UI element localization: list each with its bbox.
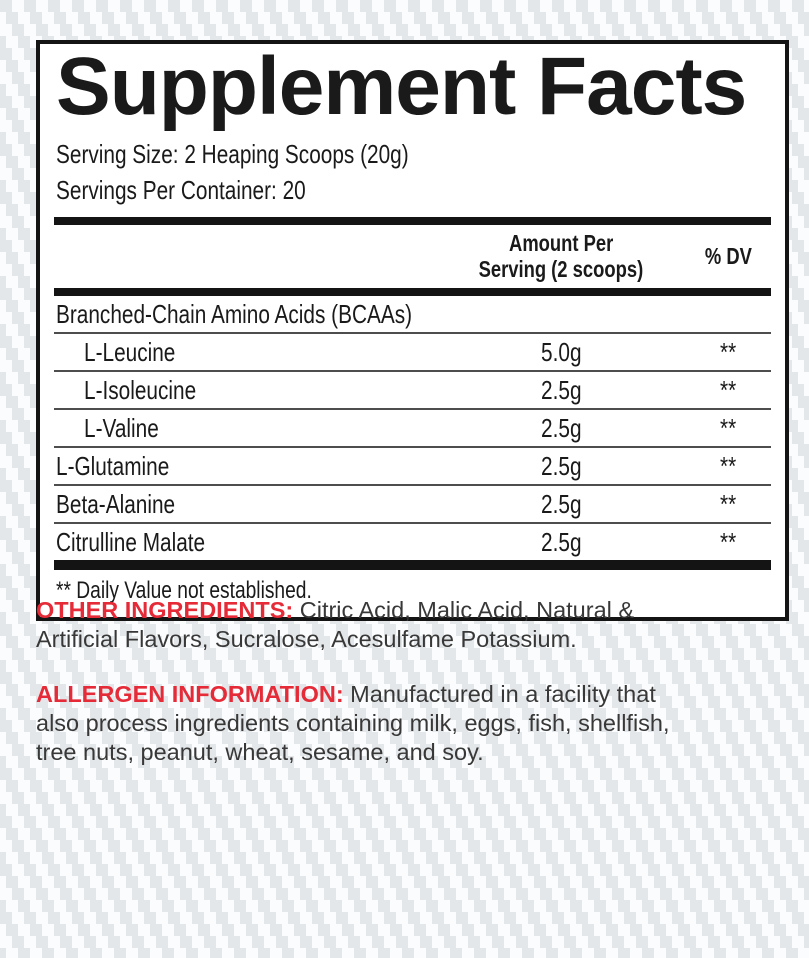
ingredient-name: Branched-Chain Amino Acids (BCAAs): [56, 298, 413, 329]
amount-value: 2.5g: [540, 526, 582, 557]
percent-dv-header: % DV: [704, 242, 753, 269]
ingredient-name: Beta-Alanine: [56, 488, 176, 519]
dv-value: [751, 299, 809, 330]
table-row: [54, 484, 771, 522]
serving-size-line: Serving Size: 2 Heaping Scoops (20g): [56, 139, 409, 169]
servings-per-container-line: Servings Per Container: 20: [56, 175, 306, 205]
allergen-information-paragraph: [36, 680, 778, 767]
dv-value: **: [720, 488, 737, 519]
supplement-facts-panel: [36, 40, 789, 621]
daily-value-footnote: ** Daily Value not established.: [56, 577, 312, 604]
table-row: [54, 332, 771, 370]
ingredient-name: L-Isoleucine: [84, 374, 197, 405]
allergen-line: ALLERGEN INFORMATION: Manufactured in a facility that: [36, 681, 656, 707]
serving-info: [54, 136, 771, 208]
table-row: [54, 522, 771, 560]
ingredient-name: Citrulline Malate: [56, 526, 206, 557]
thick-divider-top: [54, 217, 771, 225]
allergen-line: tree nuts, peanut, wheat, sesame, and soy.: [36, 739, 484, 765]
dv-value: **: [720, 374, 737, 405]
panel-title: Supplement Facts: [56, 41, 747, 132]
ingredient-name: L-Leucine: [84, 336, 176, 367]
table-row: [54, 296, 771, 332]
other-ingredients-label: OTHER INGREDIENTS:: [36, 597, 294, 623]
thick-divider-bottom: [54, 560, 771, 570]
amount-value: 2.5g: [540, 374, 582, 405]
table-header-row: [54, 225, 771, 288]
amount-per-serving-header: Amount Per Serving (2 scoops): [478, 230, 644, 282]
dv-value: **: [720, 450, 737, 481]
ingredient-name: L-Valine: [84, 412, 159, 443]
dv-value: **: [720, 336, 737, 367]
amount-value: [501, 299, 751, 330]
other-ingredients-line: OTHER INGREDIENTS: Citric Acid, Malic Acid, Natural &: [36, 597, 635, 623]
allergen-line: also process ingredients containing milk, eggs, fish, shellfish,: [36, 710, 670, 736]
thick-divider-header: [54, 288, 771, 296]
amount-value: 2.5g: [540, 488, 582, 519]
table-row: [54, 408, 771, 446]
table-row: [54, 370, 771, 408]
dv-value: **: [720, 526, 737, 557]
other-ingredients-line: Artificial Flavors, Sucralose, Acesulfame Potassium.: [36, 626, 577, 652]
dv-value: **: [720, 412, 737, 443]
amount-value: 5.0g: [540, 336, 582, 367]
table-row: [54, 446, 771, 484]
amount-value: 2.5g: [540, 450, 582, 481]
other-ingredients-paragraph: [36, 596, 778, 654]
amount-value: 2.5g: [540, 412, 582, 443]
allergen-information-label: ALLERGEN INFORMATION:: [36, 681, 344, 707]
ingredient-name: L-Glutamine: [56, 450, 170, 481]
